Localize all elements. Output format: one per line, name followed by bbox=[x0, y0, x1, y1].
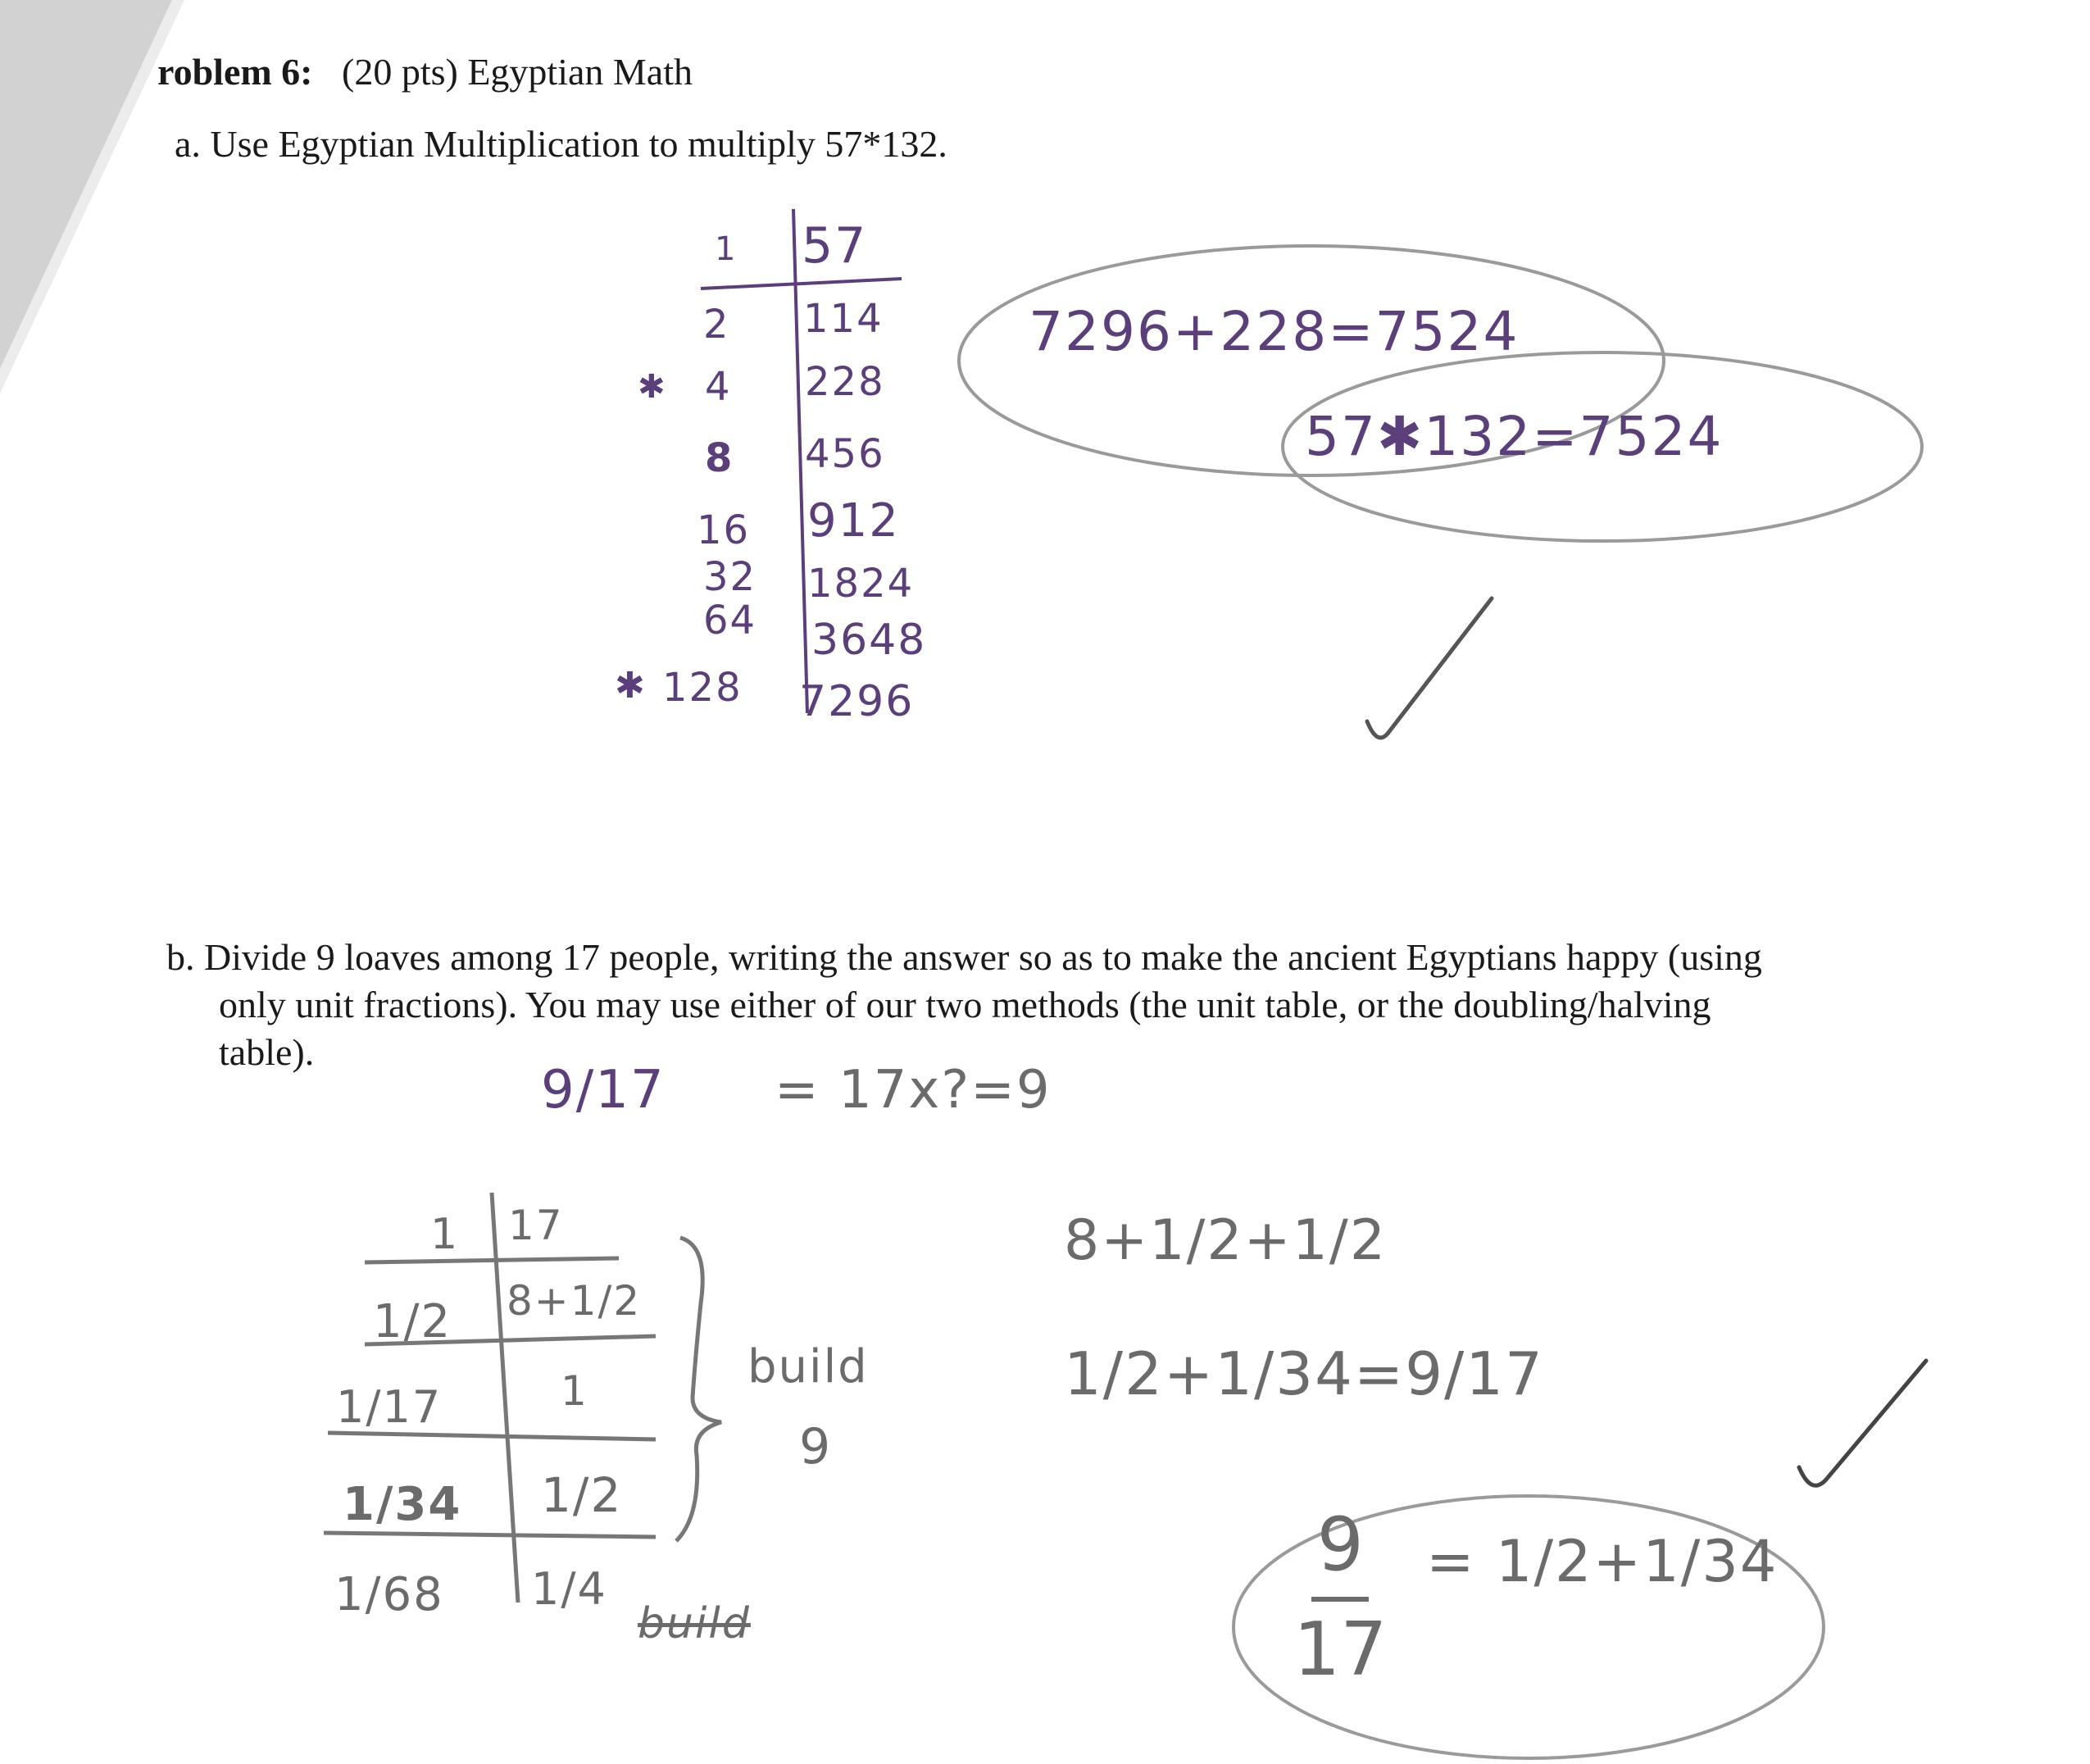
table-b-vertical-rule bbox=[492, 1193, 518, 1603]
product-answer: 57✱132=7524 bbox=[1305, 405, 1724, 468]
table-a-left-1: 1 bbox=[715, 230, 738, 268]
table-b-right-quarter: 1/4 bbox=[531, 1563, 607, 1615]
brace-note-9: 9 bbox=[799, 1418, 833, 1475]
final-rhs: = 1/2+1/34 bbox=[1426, 1528, 1779, 1595]
table-a-right-228: 228 bbox=[805, 359, 885, 405]
crossed-out-scribble: build bbox=[638, 1599, 751, 1648]
table-a-right-114: 114 bbox=[803, 296, 884, 342]
problem-heading bbox=[157, 49, 693, 94]
part-b-prompt-line-2: only unit fractions). You may use either of our two methods (the unit table, or the doubling/halving bbox=[219, 984, 1711, 1025]
table-a-left-4: 4 bbox=[705, 364, 732, 410]
problem-points: (20 pts) Egyptian Math bbox=[342, 51, 693, 93]
table-a-right-57: 57 bbox=[802, 217, 868, 275]
table-a-right-912: 912 bbox=[807, 494, 900, 548]
star-mark: ✱ bbox=[638, 368, 667, 406]
table-a-right-3648: 3648 bbox=[811, 616, 927, 665]
table-b-rule-4 bbox=[324, 1533, 656, 1537]
table-b-right-17: 17 bbox=[508, 1202, 564, 1249]
table-a-horizontal-rule bbox=[701, 279, 902, 289]
table-a-left-2: 2 bbox=[703, 302, 730, 348]
checkmark-b bbox=[1799, 1361, 1926, 1485]
final-fraction bbox=[1293, 1502, 1388, 1693]
table-b-right-half: 1/2 bbox=[541, 1467, 623, 1523]
table-b-left-seventeenth: 1/17 bbox=[336, 1381, 443, 1433]
sum-work: 7296+228=7524 bbox=[1029, 300, 1520, 363]
work-line-2: 1/2+1/34=9/17 bbox=[1064, 1339, 1544, 1408]
brace-note-build: build bbox=[747, 1340, 869, 1393]
problem-label: roblem 6: bbox=[157, 51, 313, 93]
brace bbox=[676, 1238, 721, 1541]
setup-equation: = 17x?=9 bbox=[775, 1060, 1052, 1121]
work-line-1: 8+1/2+1/2 bbox=[1064, 1208, 1388, 1273]
table-a-left-16: 16 bbox=[697, 507, 751, 553]
setup-fraction: 9/17 bbox=[541, 1060, 666, 1121]
star-mark: ✱ bbox=[615, 665, 647, 707]
table-a-right-456: 456 bbox=[805, 431, 885, 477]
fraction-bar bbox=[1311, 1597, 1369, 1602]
table-b-right-1: 1 bbox=[561, 1367, 588, 1415]
table-b-rule-3 bbox=[328, 1433, 656, 1439]
table-a-left-128: 128 bbox=[662, 665, 743, 711]
table-b-rule-1 bbox=[365, 1258, 619, 1262]
part-b-prompt-line-1: b. Divide 9 loaves among 17 people, writing the answer so as to make the ancient Egyptians happy (using bbox=[166, 936, 1762, 978]
checkmark-a bbox=[1367, 598, 1492, 738]
table-b-left-thirty-fourth: 1/34 bbox=[343, 1478, 462, 1531]
final-denominator: 17 bbox=[1293, 1607, 1388, 1693]
final-numerator: 9 bbox=[1316, 1502, 1364, 1588]
table-a-right-1824: 1824 bbox=[807, 561, 915, 607]
part-b-prompt-line-3: table). bbox=[219, 1031, 315, 1073]
table-a-right-7296: 7296 bbox=[799, 677, 915, 726]
table-b-left-1: 1 bbox=[430, 1210, 460, 1259]
table-b-left-sixty-eighth: 1/68 bbox=[334, 1568, 444, 1621]
table-a-left-8: 8 bbox=[705, 435, 734, 481]
table-a-left-64: 64 bbox=[703, 598, 757, 643]
table-a-left-32: 32 bbox=[703, 554, 757, 600]
part-a-prompt: a. Use Egyptian Multiplication to multiply 57*132. bbox=[175, 123, 947, 165]
table-b-right-8-and-half: 8+1/2 bbox=[507, 1277, 642, 1325]
table-b-left-half: 1/2 bbox=[373, 1295, 452, 1348]
